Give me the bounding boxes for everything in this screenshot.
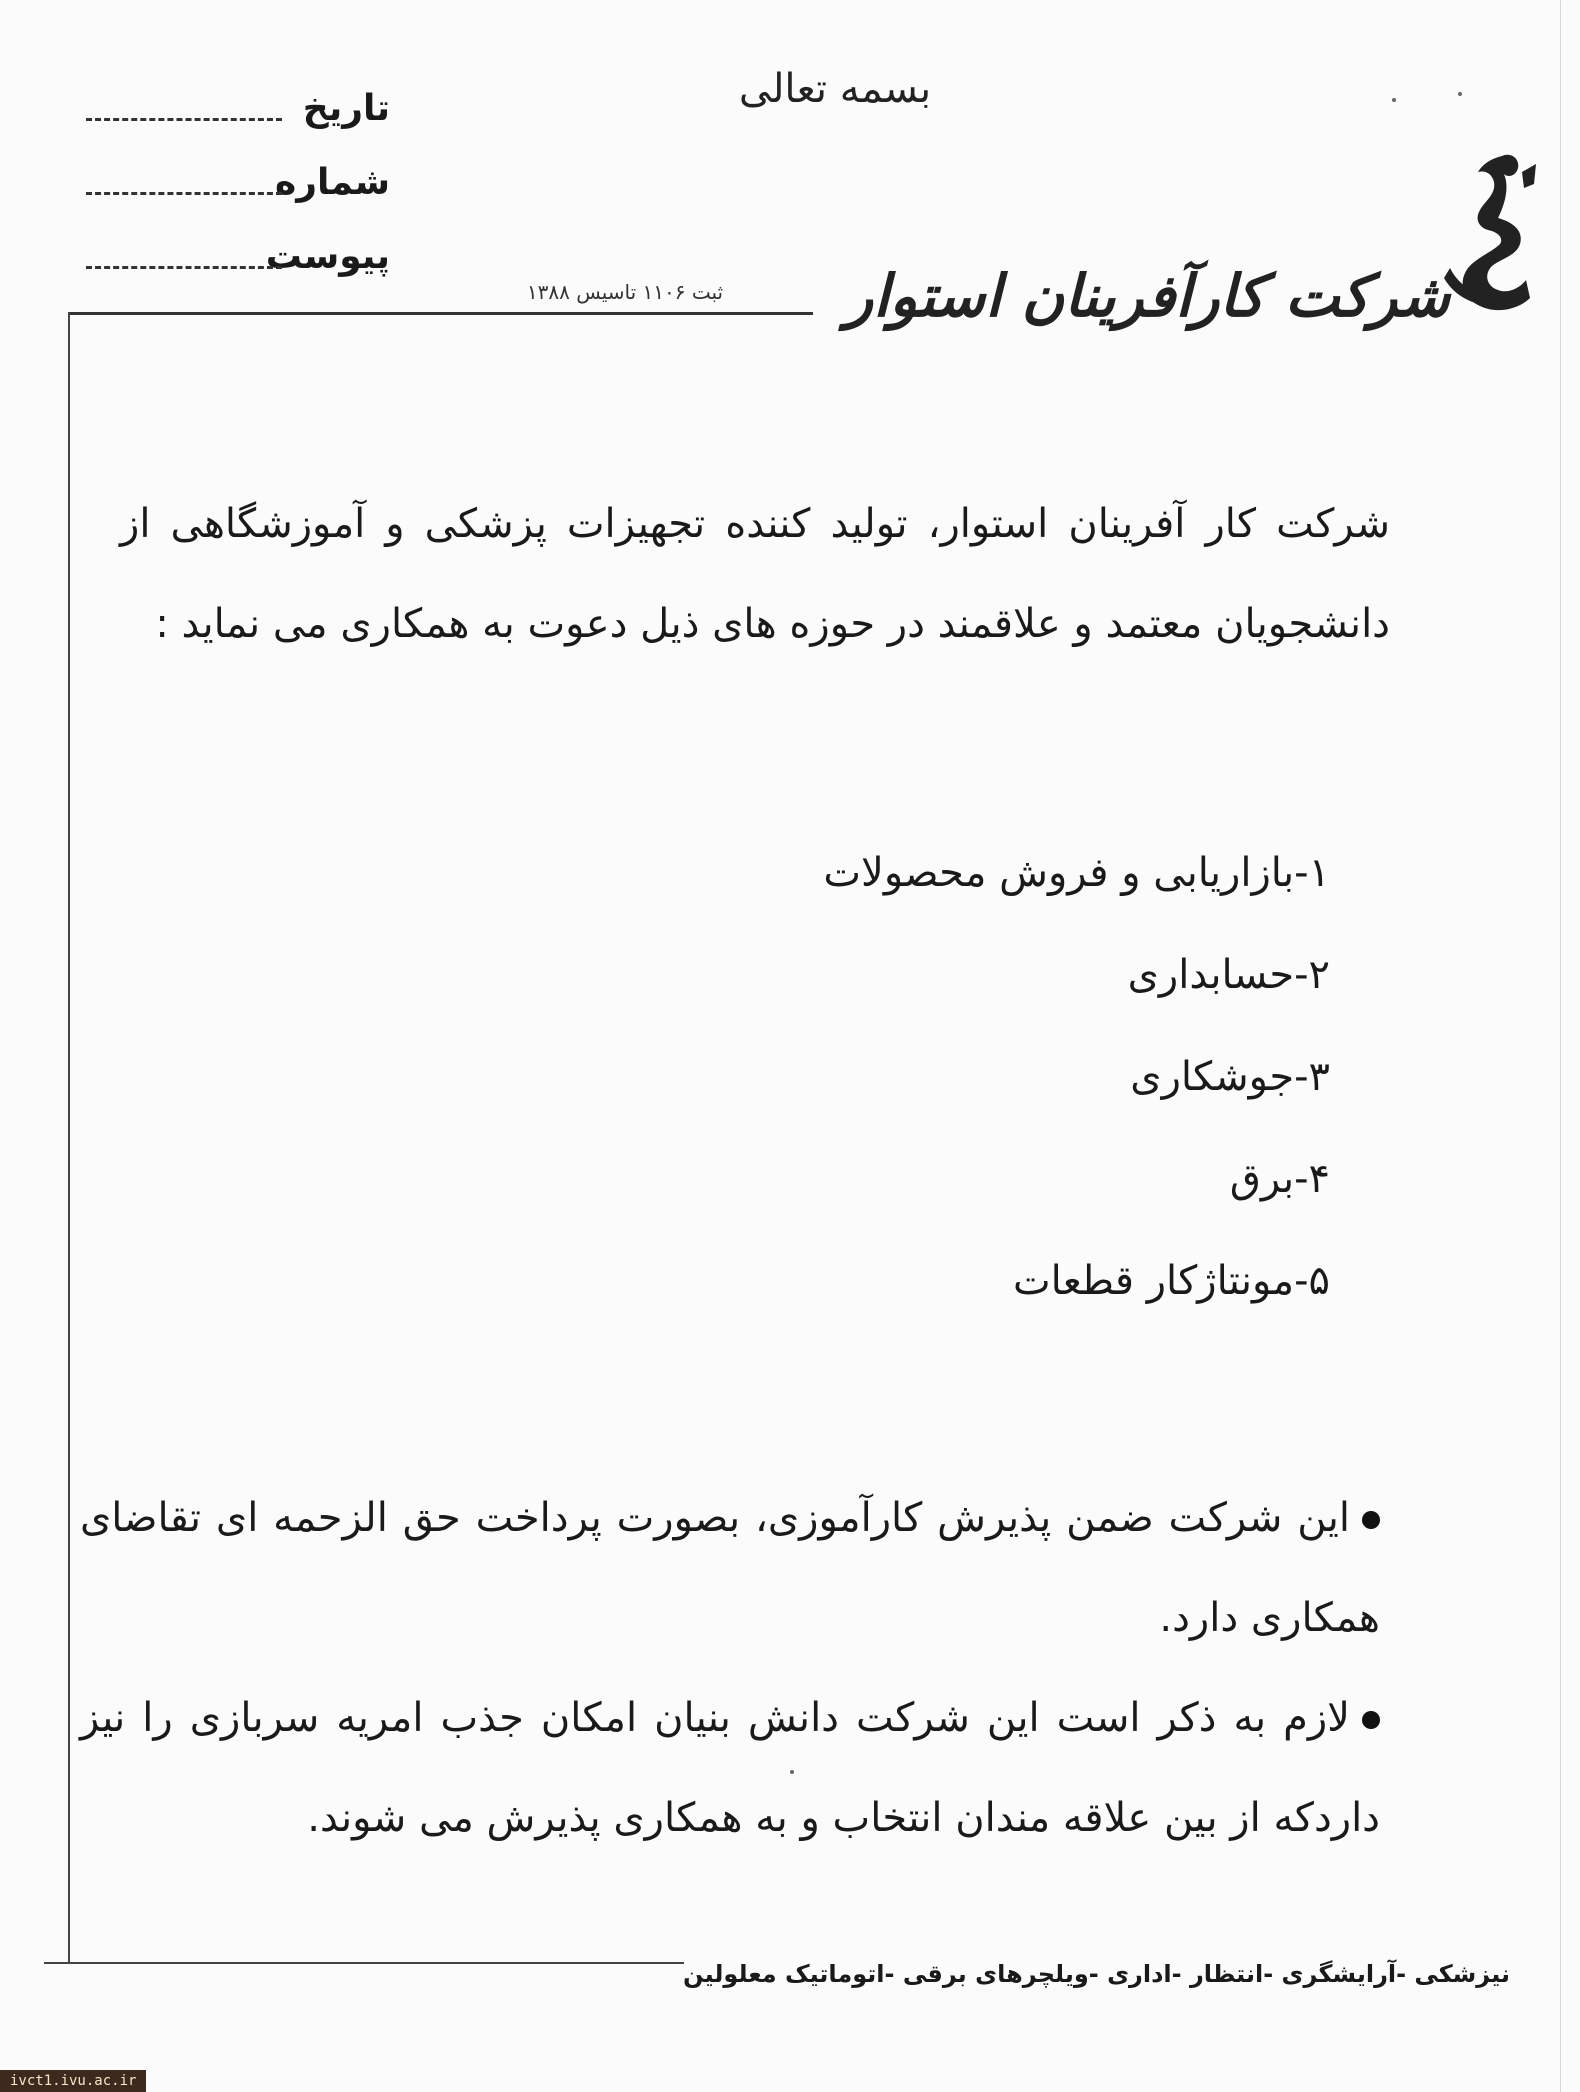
footer-rule	[44, 1962, 684, 1964]
attachment-label: پیوست	[265, 236, 390, 277]
note-1-text: این شرکت ضمن پذیرش کارآموزی، بصورت پرداخت حق الزحمه ای تقاضای همکاری دارد.	[80, 1495, 1380, 1641]
attachment-dashes	[86, 266, 282, 269]
intro-line-1: شرکت کار آفرینان استوار، تولید کننده تجهیزات پزشکی و آموزشگاهی از	[120, 501, 1390, 547]
registration-info: ثبت ۱۱۰۶ تاسیس ۱۳۸۸	[526, 280, 724, 304]
field-item-1: ۱-بازاریابی و فروش محصولات	[823, 850, 1330, 896]
company-name: شرکت کارآفرینان استوار	[845, 262, 1450, 330]
note-2	[80, 1668, 1380, 1868]
company-logo-icon	[1440, 148, 1540, 328]
number-label: شماره	[274, 162, 390, 203]
field-item-5: ۵-مونتاژکار قطعات	[1012, 1258, 1330, 1304]
field-item-4: ۴-برق	[1229, 1156, 1330, 1202]
date-dashes	[86, 118, 282, 121]
note-1	[80, 1468, 1380, 1668]
intro-line-2: دانشجویان معتمد و علاقمند در حوزه های ذیل دعوت به همکاری می نماید :	[155, 601, 1390, 647]
date-field	[80, 88, 390, 138]
bismillah-heading: بسمه تعالی	[738, 66, 932, 112]
note-2-text: لازم به ذکر است این شرکت دانش بنیان امکان جذب امریه سربازی را نیز داردکه از بین علاقه مندان انتخاب و به همکاری پذیرش می شوند.	[80, 1695, 1380, 1841]
frame-left-border	[68, 312, 70, 1962]
bullet-icon	[1362, 1511, 1380, 1529]
scan-speck	[790, 1770, 794, 1774]
scan-speck	[1392, 98, 1396, 102]
attachment-field	[80, 236, 390, 286]
number-field	[80, 162, 390, 212]
number-dashes	[86, 192, 282, 195]
scan-edge	[1560, 0, 1561, 2092]
field-item-2: ۲-حسابداری	[1127, 952, 1330, 998]
bullet-icon	[1362, 1711, 1380, 1729]
date-label: تاریخ	[302, 88, 390, 129]
scan-speck	[1458, 92, 1462, 96]
field-item-3: ۳-جوشکاری	[1130, 1054, 1330, 1100]
watermark-badge: ivct1.ivu.ac.ir	[0, 2070, 146, 2092]
header-rule	[68, 312, 813, 315]
footer-products: نیزشکی -آرایشگری -انتظار -اداری -ویلچرهای برقی -اتوماتیک معلولین	[682, 1960, 1510, 1988]
